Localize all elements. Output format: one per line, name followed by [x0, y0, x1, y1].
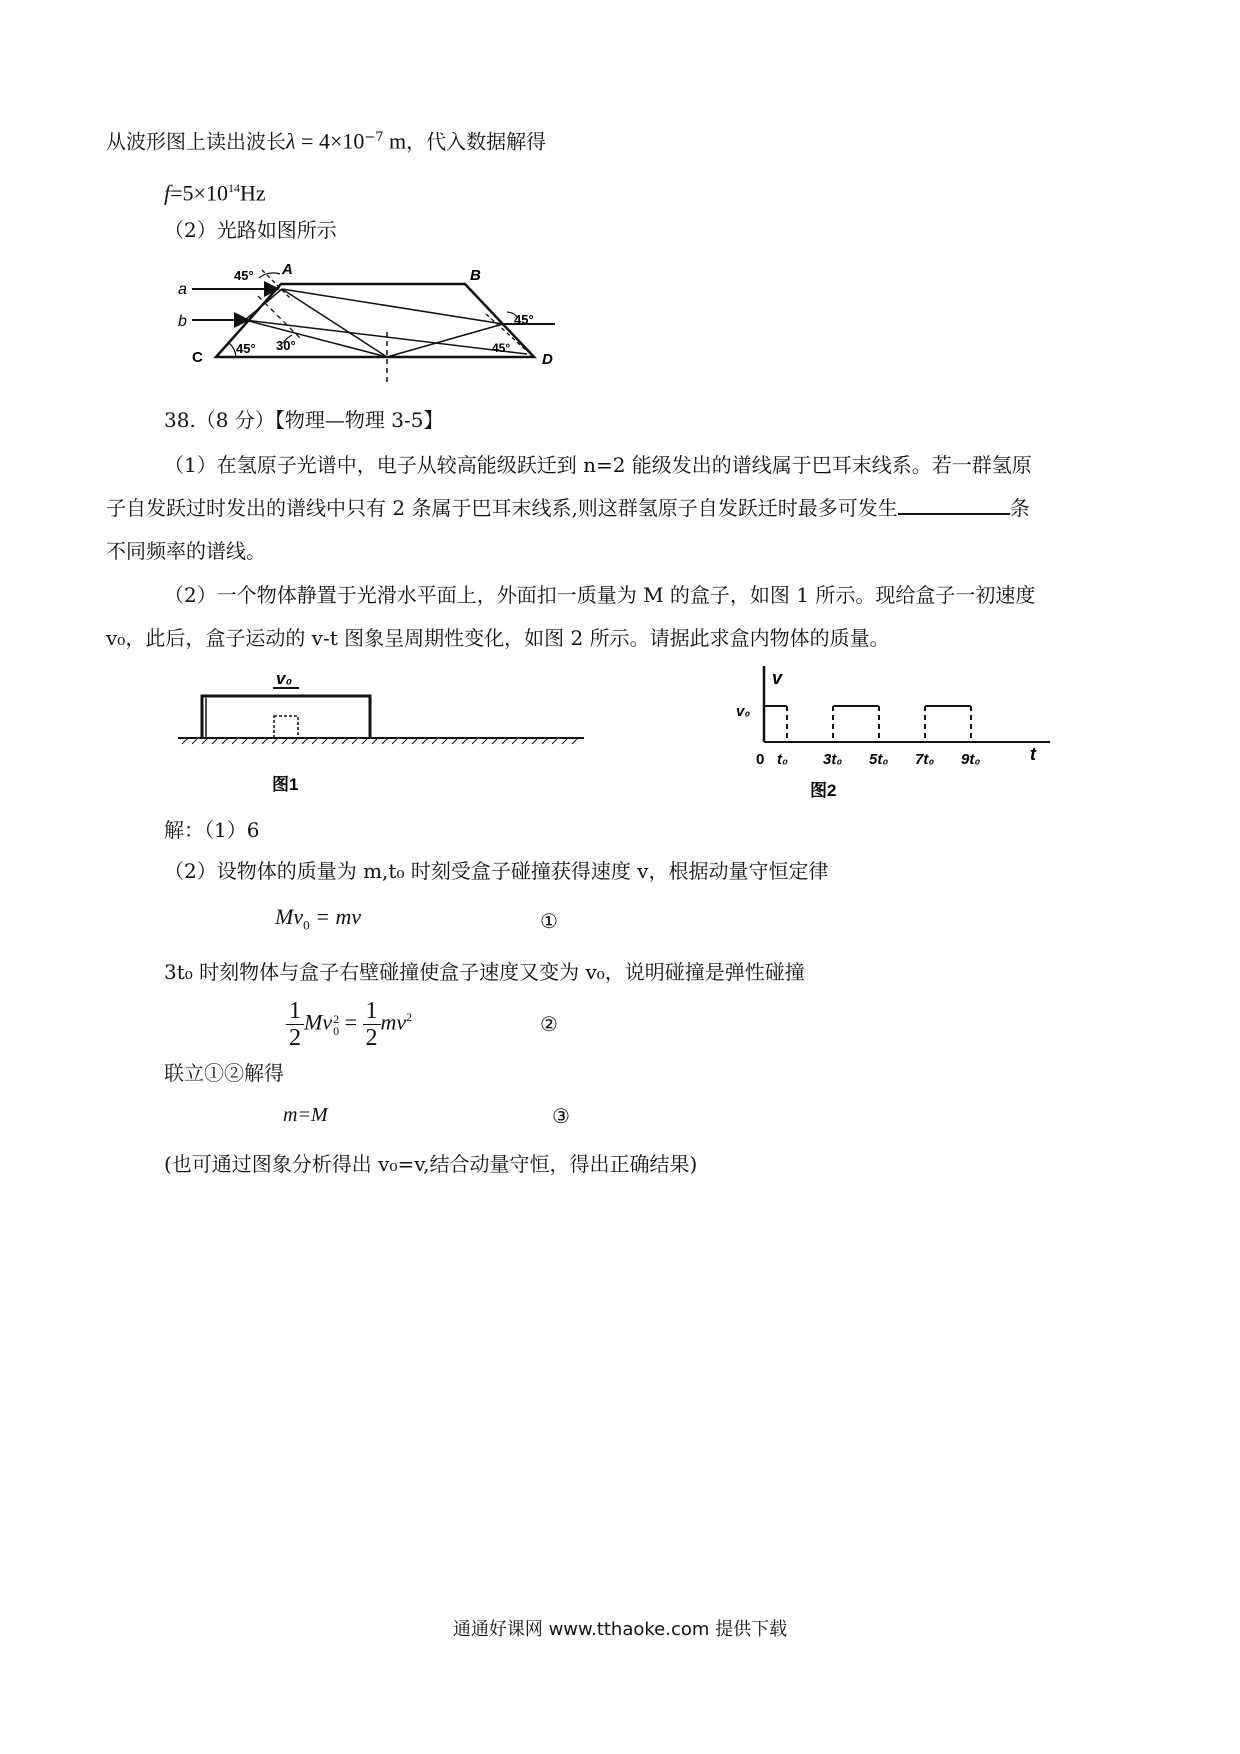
solution-part1: 解：（1）6 — [164, 818, 260, 842]
ray-internal-5 — [282, 289, 503, 324]
eq1-sub: 0 — [303, 917, 310, 933]
eq2-sup: 2 — [333, 1011, 340, 1026]
velocity-pulses — [764, 706, 971, 742]
equation-1-number: ① — [540, 909, 558, 933]
q38-p2-line2: v₀，此后，盒子运动的 v-t 图象呈周期性变化，如图 2 所示。请据此求盒内物体的质量。 — [106, 626, 890, 650]
t-tick-label: 9t₀ — [961, 751, 981, 768]
wavelength-suffix: ，代入数据解得 — [406, 129, 547, 154]
t-tick-label: 5t₀ — [869, 751, 889, 768]
q38-p2-line1: （2）一个物体静置于光滑水平面上，外面扣一质量为 M 的盒子，如图 1 所示。现给盒子一初速度 — [164, 583, 1036, 607]
origin-label: 0 — [756, 751, 765, 768]
ray-internal-1 — [245, 289, 282, 320]
q38-title: 38.（8 分）【物理—物理 3-5】 — [164, 408, 444, 432]
box — [202, 696, 370, 738]
angle-C: 45° — [236, 341, 256, 356]
solution-part2-elastic: 3t₀ 时刻物体与盒子右壁碰撞使盒子速度又变为 v₀，说明碰撞是弹性碰撞 — [164, 960, 805, 984]
label-C: C — [192, 349, 203, 366]
label-A: A — [282, 261, 293, 278]
footer-credit: 通通好课网 www.tthaoke.com 提供下载 — [452, 1619, 788, 1640]
frequency-unit: Hz — [239, 180, 266, 206]
q38-p1-line3: 不同频率的谱线。 — [106, 539, 266, 563]
figure1-box-on-surface — [172, 664, 592, 804]
wavelength-exponent: −7 — [364, 130, 384, 145]
ray-internal-2 — [282, 289, 387, 357]
eq1-lhs: Mv — [275, 904, 304, 929]
q38-p1-line2 — [106, 494, 1030, 522]
figure2-caption: 图2 — [810, 781, 837, 800]
q38-p1-line2-text: 子自发跃过时发出的谱线中只有 2 条属于巴耳末线系,则这群氢原子自发跃迁时最多可发生 — [106, 496, 898, 520]
eq2-sub: 0 — [333, 1023, 340, 1038]
equation-1 — [275, 904, 361, 933]
eq2-right: mv — [380, 1009, 407, 1035]
answer-blank[interactable] — [898, 495, 1010, 515]
prism-outline — [216, 284, 534, 357]
solution-note: (也可通过图象分析得出 v₀=v,结合动量守恒，得出正确结果) — [164, 1152, 698, 1176]
q38-p1-line1: （1）在氢原子光谱中，电子从较高能级跃迁到 n=2 能级发出的谱线属于巴耳末线系。若一群氢原 — [164, 453, 1032, 477]
t-tick-labels — [777, 751, 980, 768]
eq2-frac-num-2: 1 — [363, 998, 381, 1025]
lambda-symbol: λ — [286, 128, 296, 154]
figure2-vt-graph — [720, 660, 1060, 810]
label-D: D — [542, 351, 553, 368]
figure1-caption: 图1 — [272, 775, 299, 794]
wavelength-prefix: 从波形图上读出波长 — [106, 129, 286, 154]
axis-label-t: t — [1030, 744, 1036, 764]
v0-tick-label: v₀ — [736, 703, 751, 720]
angle-30: 30° — [276, 338, 296, 353]
velocity-v0-label: v₀ — [276, 669, 293, 688]
wavelength-line — [106, 124, 546, 156]
eq1-rhs: = mv — [309, 904, 362, 929]
equation-3: m=M — [283, 1104, 328, 1126]
ray-internal-3 — [245, 320, 387, 357]
eq2-sup2: 2 — [406, 1010, 413, 1025]
label-B: B — [470, 267, 481, 284]
frequency-value: =5×10 — [170, 180, 228, 206]
eq2-frac-den: 2 — [289, 1025, 301, 1051]
equation-2-number: ② — [540, 1012, 558, 1036]
frequency-symbol: f — [164, 180, 171, 206]
light-path-caption: （2）光路如图所示 — [164, 218, 337, 242]
eq2-left-fraction — [286, 998, 304, 1051]
frequency-result — [164, 174, 266, 207]
eq2-frac-den-2: 2 — [365, 1025, 378, 1051]
eq2-equals: = — [339, 1009, 363, 1035]
angle-D: 45° — [492, 341, 511, 355]
label-b: b — [178, 313, 187, 330]
prism-diagram — [170, 256, 570, 396]
angle-top-left: 45° — [234, 268, 254, 283]
inner-object — [274, 716, 298, 738]
eq2-mid: Mv — [304, 1009, 333, 1035]
ray-internal-4 — [387, 324, 503, 357]
axis-label-v: v — [772, 668, 783, 688]
t-tick-label: t₀ — [777, 751, 788, 768]
equation-3-number: ③ — [552, 1104, 570, 1128]
eq2-frac-num: 1 — [286, 998, 304, 1025]
wavelength-unit: m — [383, 128, 407, 154]
solution-combine: 联立①②解得 — [164, 1061, 284, 1085]
wavelength-value: = 4×10 — [295, 128, 365, 154]
equation-2 — [286, 998, 412, 1051]
eq2-right-fraction — [363, 998, 381, 1051]
t-tick-label: 3t₀ — [823, 751, 843, 768]
label-a: a — [178, 281, 187, 298]
frequency-exponent: 14 — [227, 181, 240, 195]
q38-p1-line2-end: 条 — [1009, 496, 1030, 520]
solution-part2-intro: （2）设物体的质量为 m,t₀ 时刻受盒子碰撞获得速度 v，根据动量守恒定律 — [164, 859, 829, 883]
angle-top-right: 45° — [514, 312, 534, 327]
t-tick-label: 7t₀ — [915, 751, 935, 768]
